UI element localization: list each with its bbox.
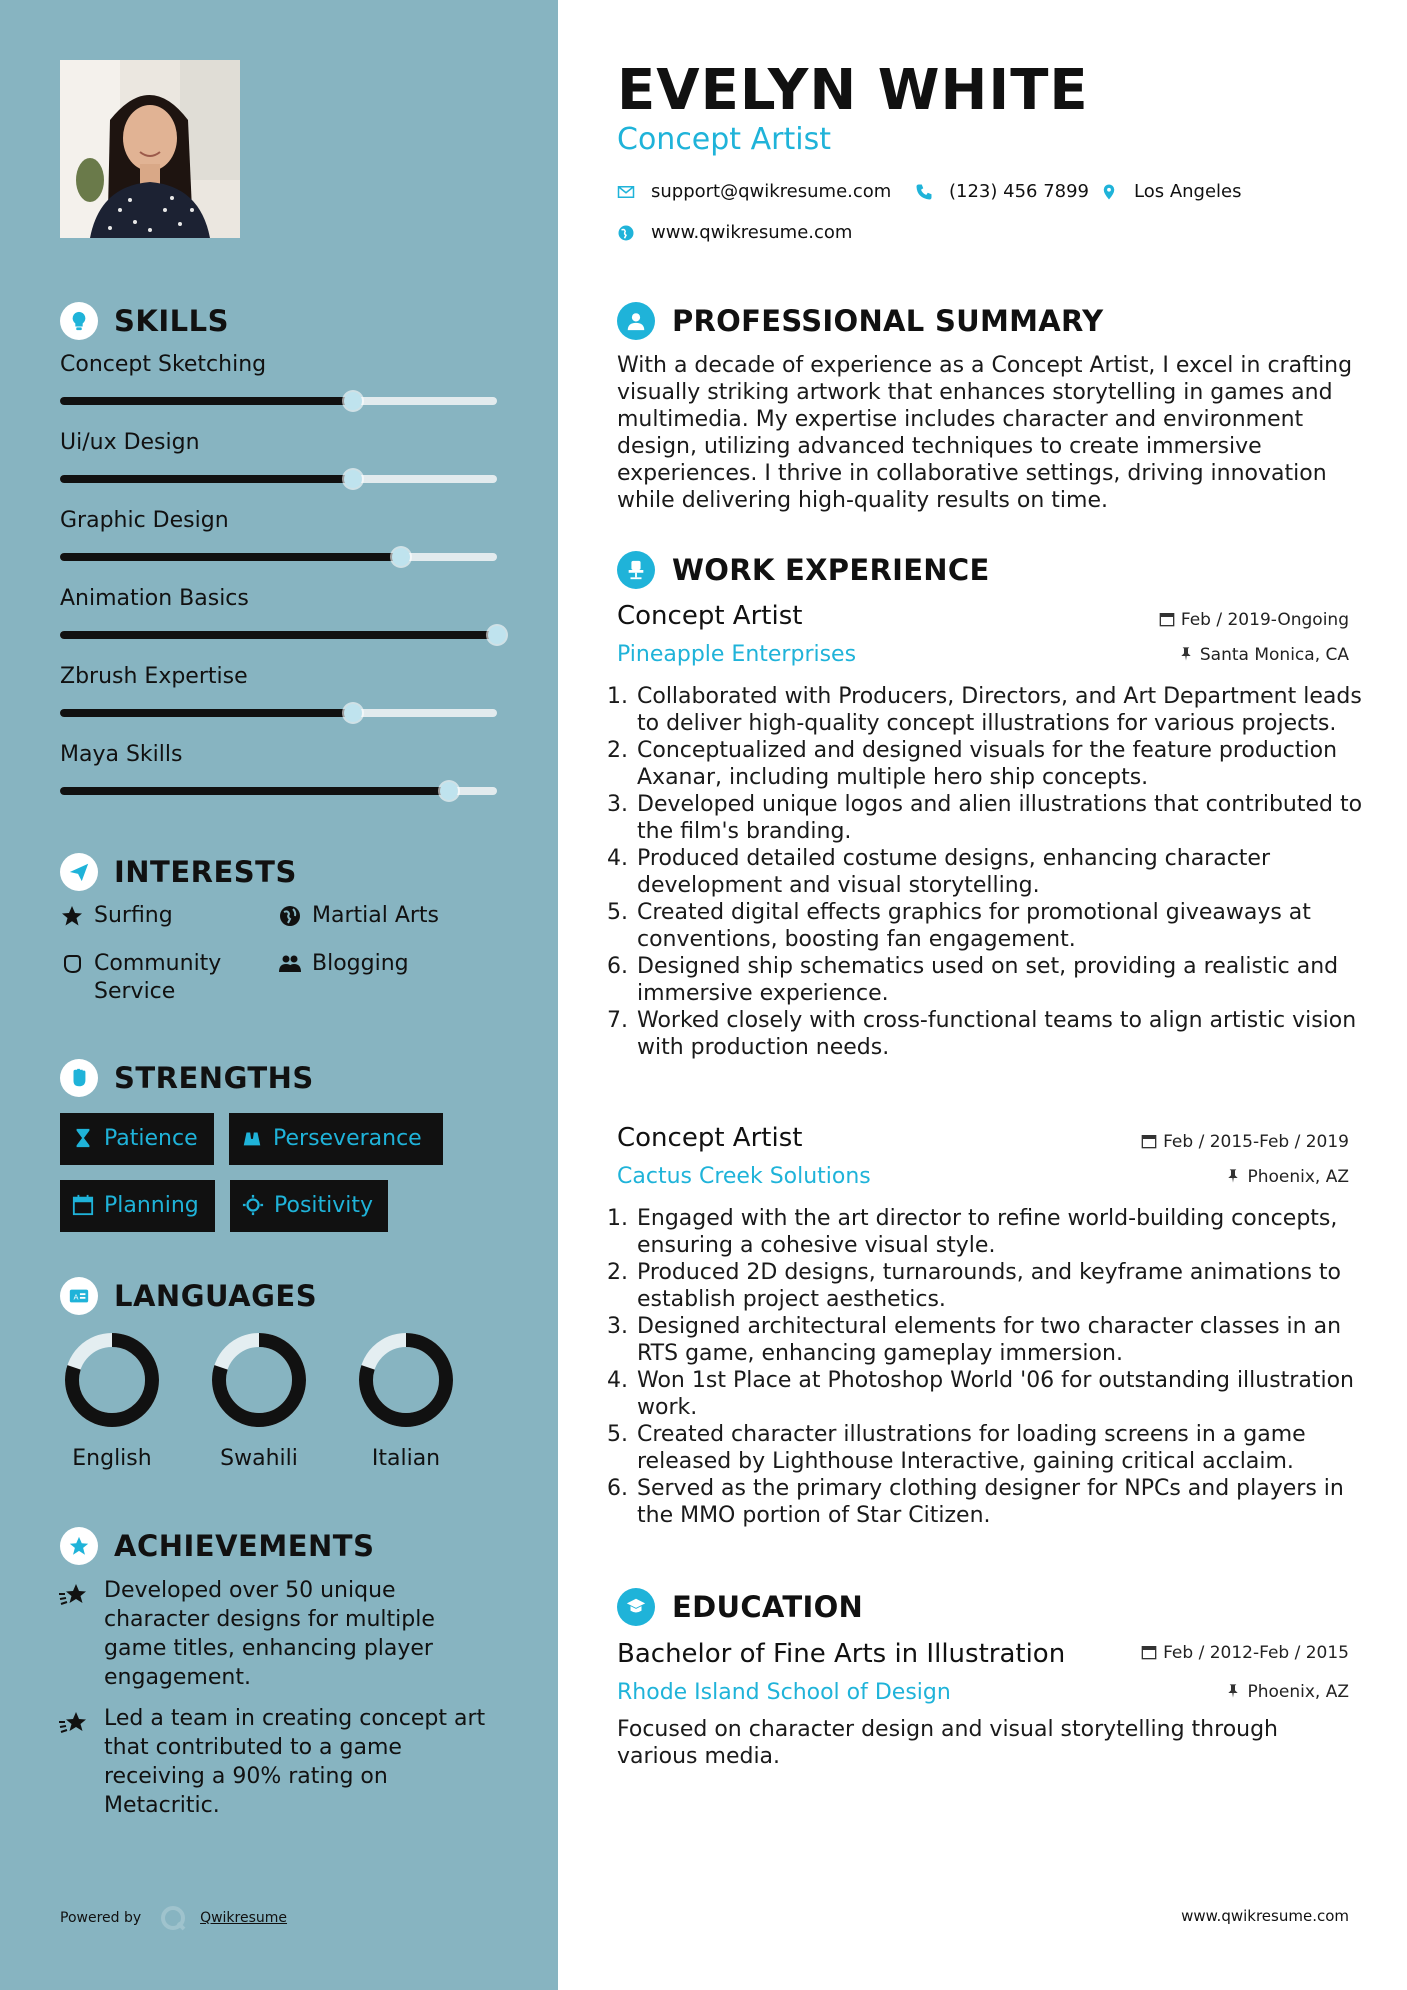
hand-icon (60, 952, 84, 976)
job-location: Phoenix, AZ (1225, 1167, 1349, 1187)
language-label: Swahili (220, 1446, 298, 1471)
calendar-icon (1159, 611, 1175, 627)
strengths-section-icon (60, 1059, 98, 1097)
duty-item: 2. Produced 2D designs, turnarounds, and keyframe animations to establish project aesthetics. (635, 1259, 1380, 1313)
job-title: Concept Artist (617, 1123, 803, 1153)
qwikresume-logo-icon (160, 1905, 186, 1931)
skill-label: Graphic Design (60, 508, 229, 533)
footer-url[interactable]: www.qwikresume.com (1181, 1907, 1349, 1925)
job-duties-list (617, 1205, 1380, 1529)
powered-by: Powered by Qwikresume (60, 1905, 287, 1931)
experience-section-icon (617, 551, 655, 589)
skill-bar-fill (60, 787, 449, 795)
profile-photo (60, 60, 240, 238)
sidebar: SKILLS Concept Sketching Ui/ux Design Graphic Design Animation Basics Zbrush Expertise Maya Skills INTERESTS Surfing Martial Arts Community Service Blogging STRENGTHS Patience Perseverance Planning Positivity A LANGUAGES English Swahili Italian ACHIEVEMENTS Developed over 50 unique character designs for multiple game titles, enhancing player engagement. Led a team in creating concept art that contributed to a game receiving a 90% rating on Metacritic. Powered by Qwikresume (0, 0, 558, 1990)
skill-bar (60, 631, 497, 639)
pushpin-icon (1225, 1168, 1241, 1184)
strength-chip-positivity: Positivity (230, 1180, 388, 1232)
achievements-section-icon (60, 1527, 98, 1565)
summary-title: PROFESSIONAL SUMMARY (672, 304, 1104, 338)
calendar-icon (72, 1194, 94, 1216)
skill-label: Ui/ux Design (60, 430, 200, 455)
education-title: EDUCATION (672, 1590, 864, 1624)
duty-item: 4. Produced detailed costume designs, enhancing character development and visual storytelling. (635, 845, 1380, 899)
experience-title: WORK EXPERIENCE (672, 553, 990, 587)
sun-icon (242, 1194, 264, 1216)
user-icon (625, 310, 647, 332)
job-title: Concept Artist (617, 601, 803, 631)
language-donut (64, 1332, 160, 1432)
education-date: Feb / 2012-Feb / 2015 (1141, 1643, 1349, 1663)
skill-bar-knob (344, 392, 362, 410)
skill-bar (60, 787, 497, 795)
duty-item: 3. Designed architectural elements for two character classes in an RTS game, enhancing gameplay immersion. (635, 1313, 1380, 1367)
skill-bar (60, 475, 497, 483)
duty-item: 4. Won 1st Place at Photoshop World '06 for outstanding illustration work. (635, 1367, 1380, 1421)
education-degree: Bachelor of Fine Arts in Illustration (617, 1639, 1066, 1669)
interests-title: INTERESTS (114, 855, 297, 889)
skill-bar-fill (60, 397, 353, 405)
duty-item: 6. Served as the primary clothing designer for NPCs and players in the MMO portion of Star Citizen. (635, 1475, 1380, 1529)
skills-title: SKILLS (114, 304, 229, 338)
skill-bar-knob (488, 626, 506, 644)
duty-item: 5. Created digital effects graphics for promotional giveaways at conventions, boosting fan engagement. (635, 899, 1380, 953)
graduate-icon (625, 1596, 647, 1618)
phone-icon (915, 183, 933, 201)
users-icon (278, 952, 302, 976)
duty-item: 1. Collaborated with Producers, Directors, and Art Department leads to deliver high-quality concept illustrations for various projects. (635, 683, 1380, 737)
pushpin-icon (1178, 646, 1194, 662)
summary-section-icon (617, 302, 655, 340)
qwikresume-link[interactable]: Qwikresume (200, 1910, 288, 1926)
skill-bar-knob (440, 782, 458, 800)
skill-bar-fill (60, 631, 497, 639)
interests-section-icon (60, 853, 98, 891)
duty-item: 6. Designed ship schematics used on set, providing a realistic and immersive experience. (635, 953, 1380, 1007)
office-chair-icon (625, 559, 647, 581)
achievement-item: Developed over 50 unique character designs for multiple game titles, enhancing player engagement. (104, 1578, 435, 1690)
skill-label: Concept Sketching (60, 352, 267, 377)
duty-item: 2. Conceptualized and designed visuals for the feature production Axanar, including multiple hero ship concepts. (635, 737, 1380, 791)
calendar-icon (1141, 1133, 1157, 1149)
education-location: Phoenix, AZ (1225, 1682, 1349, 1702)
skill-bar-knob (344, 704, 362, 722)
skills-section-icon (60, 302, 98, 340)
skill-bar-knob (344, 470, 362, 488)
job-date: Feb / 2019-Ongoing (1159, 610, 1349, 630)
envelope-icon (617, 183, 635, 201)
skill-bar (60, 553, 497, 561)
skill-bar (60, 709, 497, 717)
language-donut (211, 1332, 307, 1432)
skill-label: Zbrush Expertise (60, 664, 248, 689)
achievements-title: ACHIEVEMENTS (114, 1529, 375, 1563)
duty-item: 1. Engaged with the art director to refine world-building concepts, ensuring a cohesive visual style. (635, 1205, 1380, 1259)
strength-chip-patience: Patience (60, 1113, 214, 1165)
skill-bar-fill (60, 553, 401, 561)
education-description: Focused on character design and visual storytelling through various media. (617, 1717, 1278, 1769)
language-label: Italian (371, 1446, 441, 1471)
language-donut (358, 1332, 454, 1432)
summary-text: With a decade of experience as a Concept Artist, I excel in crafting visually striking artwork that enhances storytelling in games and multimedia. My expertise includes character and environment design, utilizing advanced techniques to create immersive experiences. I thrive in collaborative settings, driving innovation while delivering high-quality results on time. (617, 353, 1353, 513)
achievement-item: Led a team in creating concept art that contributed to a game receiving a 90% rating on Metacritic. (104, 1706, 486, 1818)
language-label: English (72, 1446, 152, 1471)
duty-item: 7. Worked closely with cross-functional teams to align artistic vision with production needs. (635, 1007, 1380, 1061)
strength-chip-perseverance: Perseverance (229, 1113, 443, 1165)
lightbulb-icon (68, 310, 90, 332)
skill-label: Maya Skills (60, 742, 183, 767)
pushpin-icon (1225, 1683, 1241, 1699)
languages-title: LANGUAGES (114, 1279, 318, 1313)
star-badge-icon (68, 1535, 90, 1557)
shooting-star-icon (58, 1708, 90, 1738)
job-duties-list (617, 683, 1380, 1061)
duty-item: 3. Developed unique logos and alien illustrations that contributed to the film's branding. (635, 791, 1380, 845)
globe-icon (278, 904, 302, 928)
duty-item: 5. Created character illustrations for loading screens in a game released by Lighthouse Interactive, gaining critical acclaim. (635, 1421, 1380, 1475)
star-icon (60, 904, 84, 928)
job-date: Feb / 2015-Feb / 2019 (1141, 1132, 1349, 1152)
svg-text:A: A (73, 1292, 79, 1302)
education-school: Rhode Island School of Design (617, 1680, 951, 1705)
globe-icon (617, 224, 635, 242)
skill-bar-knob (392, 548, 410, 566)
strengths-title: STRENGTHS (114, 1061, 314, 1095)
candidate-name: EVELYN WHITE (617, 58, 1089, 123)
languages-section-icon (60, 1277, 98, 1315)
calendar-icon (1141, 1644, 1157, 1660)
shooting-star-icon (58, 1580, 90, 1610)
job-company: Cactus Creek Solutions (617, 1164, 871, 1189)
skill-bar-fill (60, 709, 353, 717)
paper-plane-icon (68, 861, 90, 883)
skill-bar (60, 397, 497, 405)
language-card-icon (68, 1285, 90, 1307)
job-location: Santa Monica, CA (1178, 645, 1349, 665)
skill-bar-fill (60, 475, 353, 483)
binoculars-icon (241, 1127, 263, 1149)
candidate-role: Concept Artist (617, 122, 831, 157)
job-company: Pineapple Enterprises (617, 642, 857, 667)
skill-label: Animation Basics (60, 586, 249, 611)
strength-chip-planning: Planning (60, 1180, 215, 1232)
map-pin-icon (1100, 183, 1118, 201)
education-section-icon (617, 1588, 655, 1626)
fist-icon (68, 1067, 90, 1089)
hourglass-icon (72, 1127, 94, 1149)
